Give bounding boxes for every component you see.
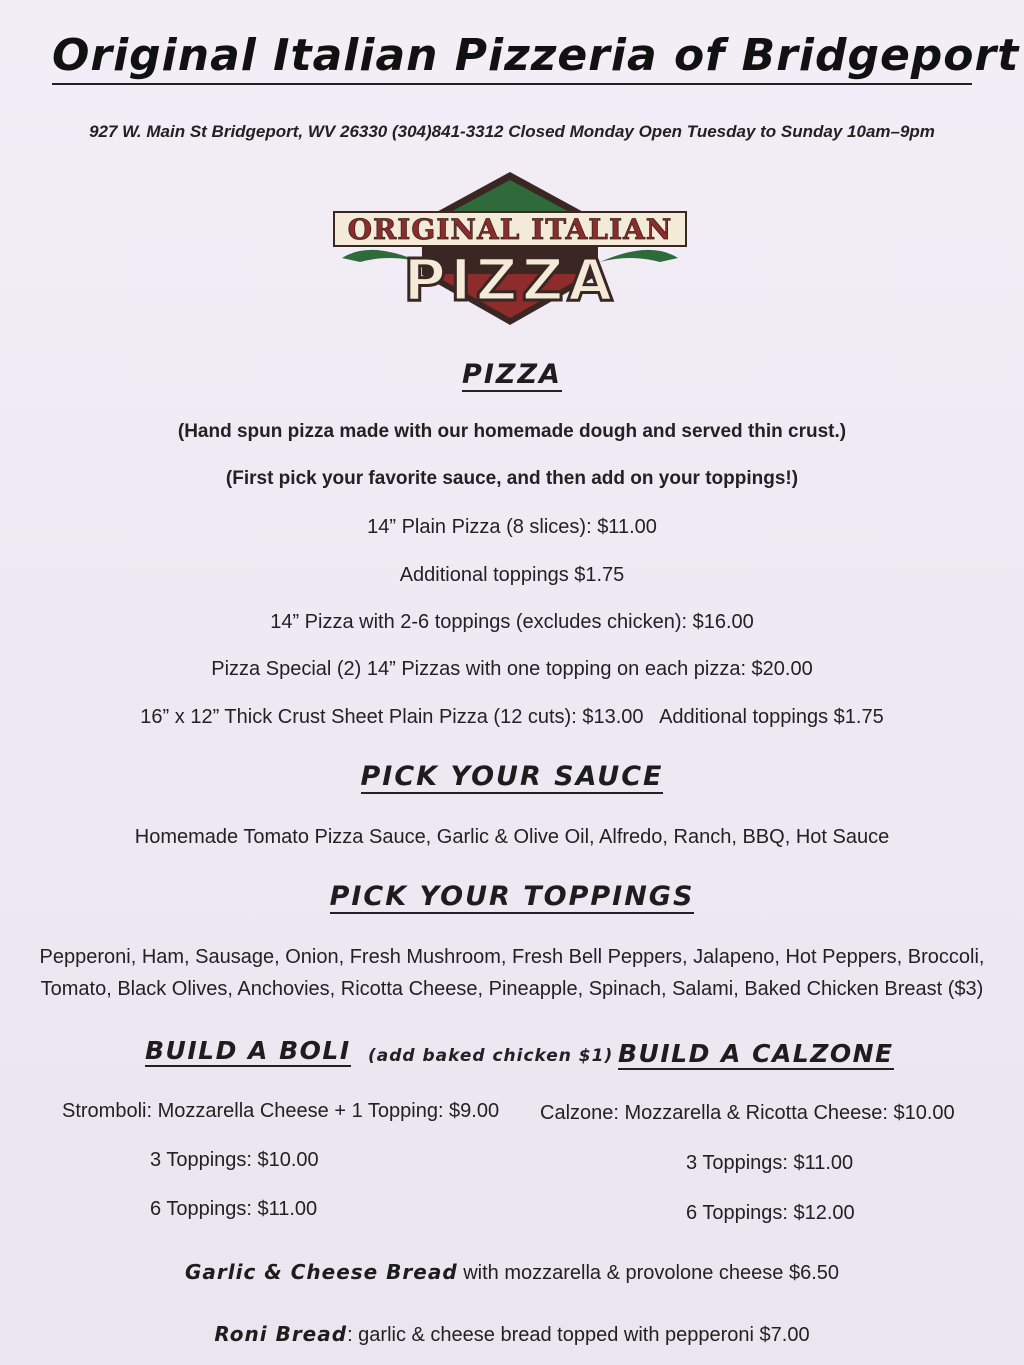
garlic-bread-name: Garlic & Cheese Bread xyxy=(185,1260,458,1284)
page-title: Original Italian Pizzeria of Bridgeport xyxy=(52,30,972,85)
calzone-item-6-toppings: 6 Toppings: $12.00 xyxy=(686,1202,855,1224)
boli-item-3-toppings: 3 Toppings: $10.00 xyxy=(150,1149,319,1171)
calzone-item-3-toppings: 3 Toppings: $11.00 xyxy=(686,1152,854,1174)
pizza-item-additional-toppings: Additional toppings $1.75 xyxy=(399,564,625,586)
sauce-heading: PICK YOUR SAUCE xyxy=(360,761,664,792)
toppings-heading: PICK YOUR TOPPINGS xyxy=(329,881,695,912)
calzone-heading: BUILD A CALZONE xyxy=(618,1039,894,1068)
pizza-item-plain: 14” Plain Pizza (8 slices): $11.00 xyxy=(367,516,657,538)
toppings-line-1: Pepperoni, Ham, Sausage, Onion, Fresh Mushroom, Fresh Bell Peppers, Jalapeno, Hot Peppers, Broccoli, xyxy=(39,946,985,968)
address-line: 927 W. Main St Bridgeport, WV 26330 (304)841-3312 Closed Monday Open Tuesday to Sunday 10am–9pm xyxy=(89,122,935,141)
boli-item-stromboli: Stromboli: Mozzarella Cheese + 1 Topping: $9.00 xyxy=(62,1100,500,1122)
boli-heading: BUILD A BOLI xyxy=(145,1036,351,1065)
pizza-item-special: Pizza Special (2) 14” Pizzas with one topping on each pizza: $20.00 xyxy=(211,658,813,680)
sauce-list: Homemade Tomato Pizza Sauce, Garlic & Olive Oil, Alfredo, Ranch, BBQ, Hot Sauce xyxy=(134,826,890,848)
boli-chicken-note: (add baked chicken $1) xyxy=(368,1046,614,1066)
roni-bread-line xyxy=(0,1322,1024,1347)
toppings-line-2: Tomato, Black Olives, Anchovies, Ricotta Cheese, Pineapple, Spinach, Salami, Baked Chicken Breast ($3) xyxy=(40,978,984,1000)
logo-line2: PIZZA xyxy=(403,246,617,314)
garlic-bread-desc: with mozzarella & provolone cheese $6.50 xyxy=(457,1262,839,1284)
roni-bread-name: Roni Bread xyxy=(214,1322,348,1346)
pizza-note-dough: (Hand spun pizza made with our homemade dough and served thin crust.) xyxy=(177,421,847,442)
pizza-note-sauce: (First pick your favorite sauce, and then add on your toppings!) xyxy=(225,468,799,489)
pizza-logo xyxy=(330,170,690,330)
pizza-heading: PIZZA xyxy=(462,359,562,390)
garlic-bread-line xyxy=(0,1260,1024,1285)
pizza-item-sheet: 16” x 12” Thick Crust Sheet Plain Pizza (12 cuts): $13.00 Additional toppings $1.75 xyxy=(140,706,884,728)
logo-line1: ORIGINAL ITALIAN xyxy=(347,213,673,246)
boli-item-6-toppings: 6 Toppings: $11.00 xyxy=(150,1198,318,1220)
roni-bread-desc: : garlic & cheese bread topped with pepperoni $7.00 xyxy=(347,1324,810,1346)
calzone-item-base: Calzone: Mozzarella & Ricotta Cheese: $10.00 xyxy=(540,1102,955,1124)
pizza-item-2-6-toppings: 14” Pizza with 2-6 toppings (excludes chicken): $16.00 xyxy=(270,611,754,633)
